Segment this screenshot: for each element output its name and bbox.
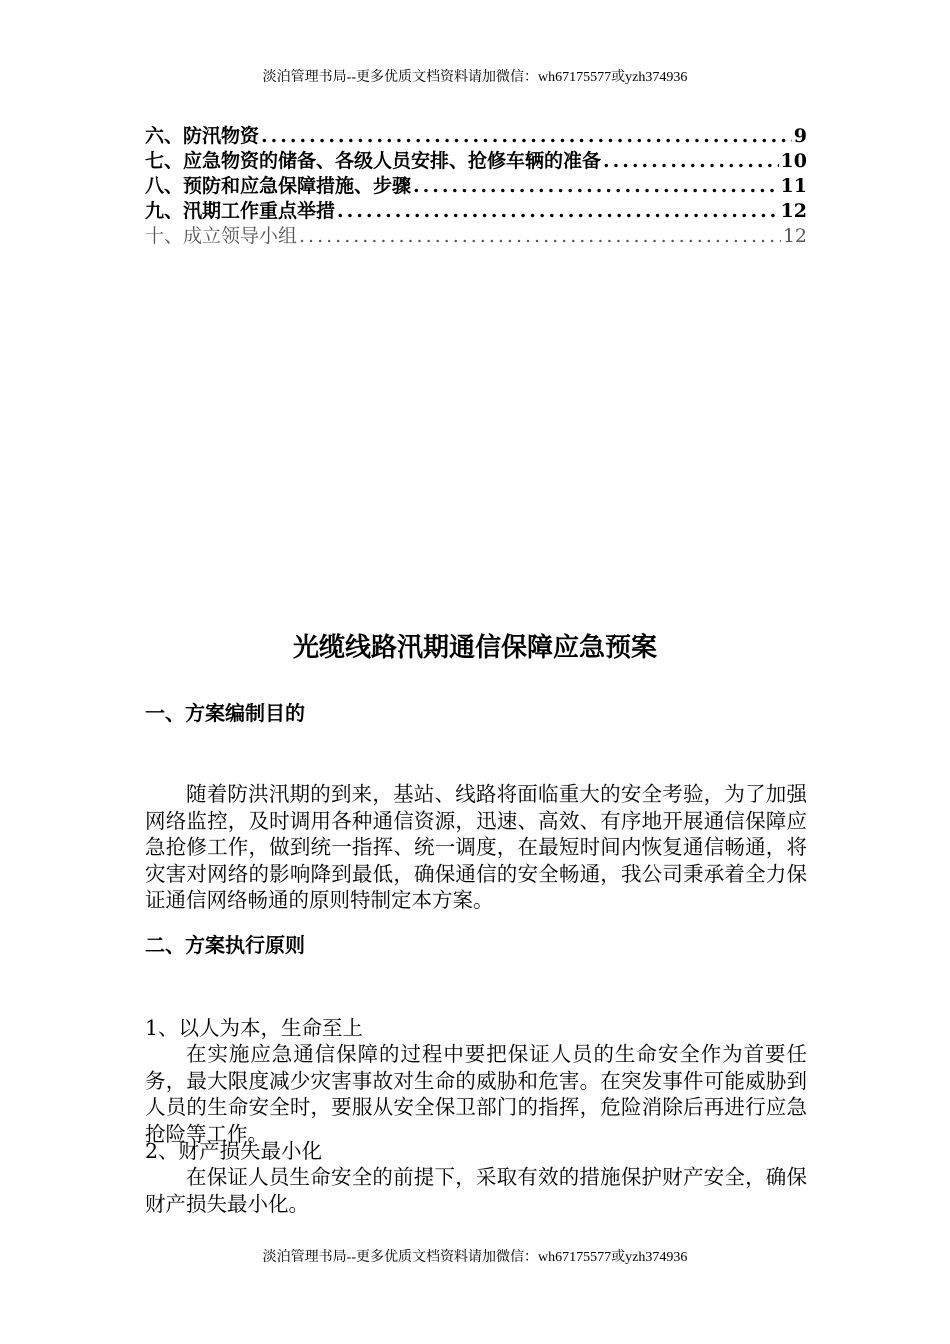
section-heading-principles: 二、方案执行原则: [145, 933, 305, 957]
principle-1-title: 1、以人为本，生命至上: [145, 1016, 364, 1040]
toc-entry[interactable]: [145, 149, 807, 174]
toc-entry-label: 七、应急物资的储备、各级人员安排、抢修车辆的准备: [145, 150, 602, 172]
principle-2-title: 2、财产损失最小化: [145, 1139, 323, 1163]
toc-entry-page: 11: [780, 175, 807, 197]
page-header: 淡泊管理书局--更多优质文档资料请加微信：wh67175577或yzh374936: [262, 70, 688, 85]
toc-dot-leader: [601, 149, 779, 174]
toc-entry-label: 八、预防和应急保障措施、步骤: [145, 175, 412, 197]
toc-dot-leader: [259, 124, 792, 149]
principle-2-body: 在保证人员生命安全的前提下，采取有效的措施保护财产安全，确保财产损失最小化。: [145, 1165, 807, 1216]
toc-entry-page: 9: [793, 125, 807, 147]
toc-entry[interactable]: [145, 174, 807, 199]
table-of-contents: [145, 124, 807, 249]
principle-1-body: 在实施应急通信保障的过程中要把保证人员的生命安全作为首要任务，最大限度减少灾害事故对生命的威胁和危害。在突发事件可能威胁到人员的生命安全时，要服从安全保卫部门的指挥，危险消除后再进行应急抢险等工作。: [145, 1042, 807, 1146]
toc-entry-label: 十、成立领导小组: [145, 225, 298, 247]
toc-entry-page: 12: [780, 200, 807, 222]
page-footer: 淡泊管理书局--更多优质文档资料请加微信：wh67175577或yzh374936: [262, 1250, 688, 1265]
toc-dot-leader: [335, 199, 779, 224]
purpose-paragraph: 随着防洪汛期的到来，基站、线路将面临重大的安全考验，为了加强网络监控，及时调用各种通信资源，迅速、高效、有序地开展通信保障应急抢修工作，做到统一指挥、统一调度，在最短时间内恢复通信畅通，将灾害对网络的影响降到最低，确保通信的安全畅通，我公司秉承着全力保证通信网络畅通的原则特制定本方案。: [145, 782, 807, 913]
toc-entry[interactable]: [145, 124, 807, 149]
toc-entry-page: 12: [782, 225, 807, 247]
toc-entry-label: 九、汛期工作重点举措: [145, 200, 336, 222]
document-title: 光缆线路汛期通信保障应急预案: [292, 633, 657, 663]
toc-dot-leader: [297, 224, 781, 249]
toc-dot-leader: [411, 174, 779, 199]
toc-entry-label: 六、防汛物资: [145, 125, 260, 147]
section-heading-purpose: 一、方案编制目的: [145, 701, 305, 725]
toc-entry[interactable]: [145, 224, 807, 249]
toc-entry-page: 10: [780, 150, 807, 172]
toc-entry[interactable]: [145, 199, 807, 224]
